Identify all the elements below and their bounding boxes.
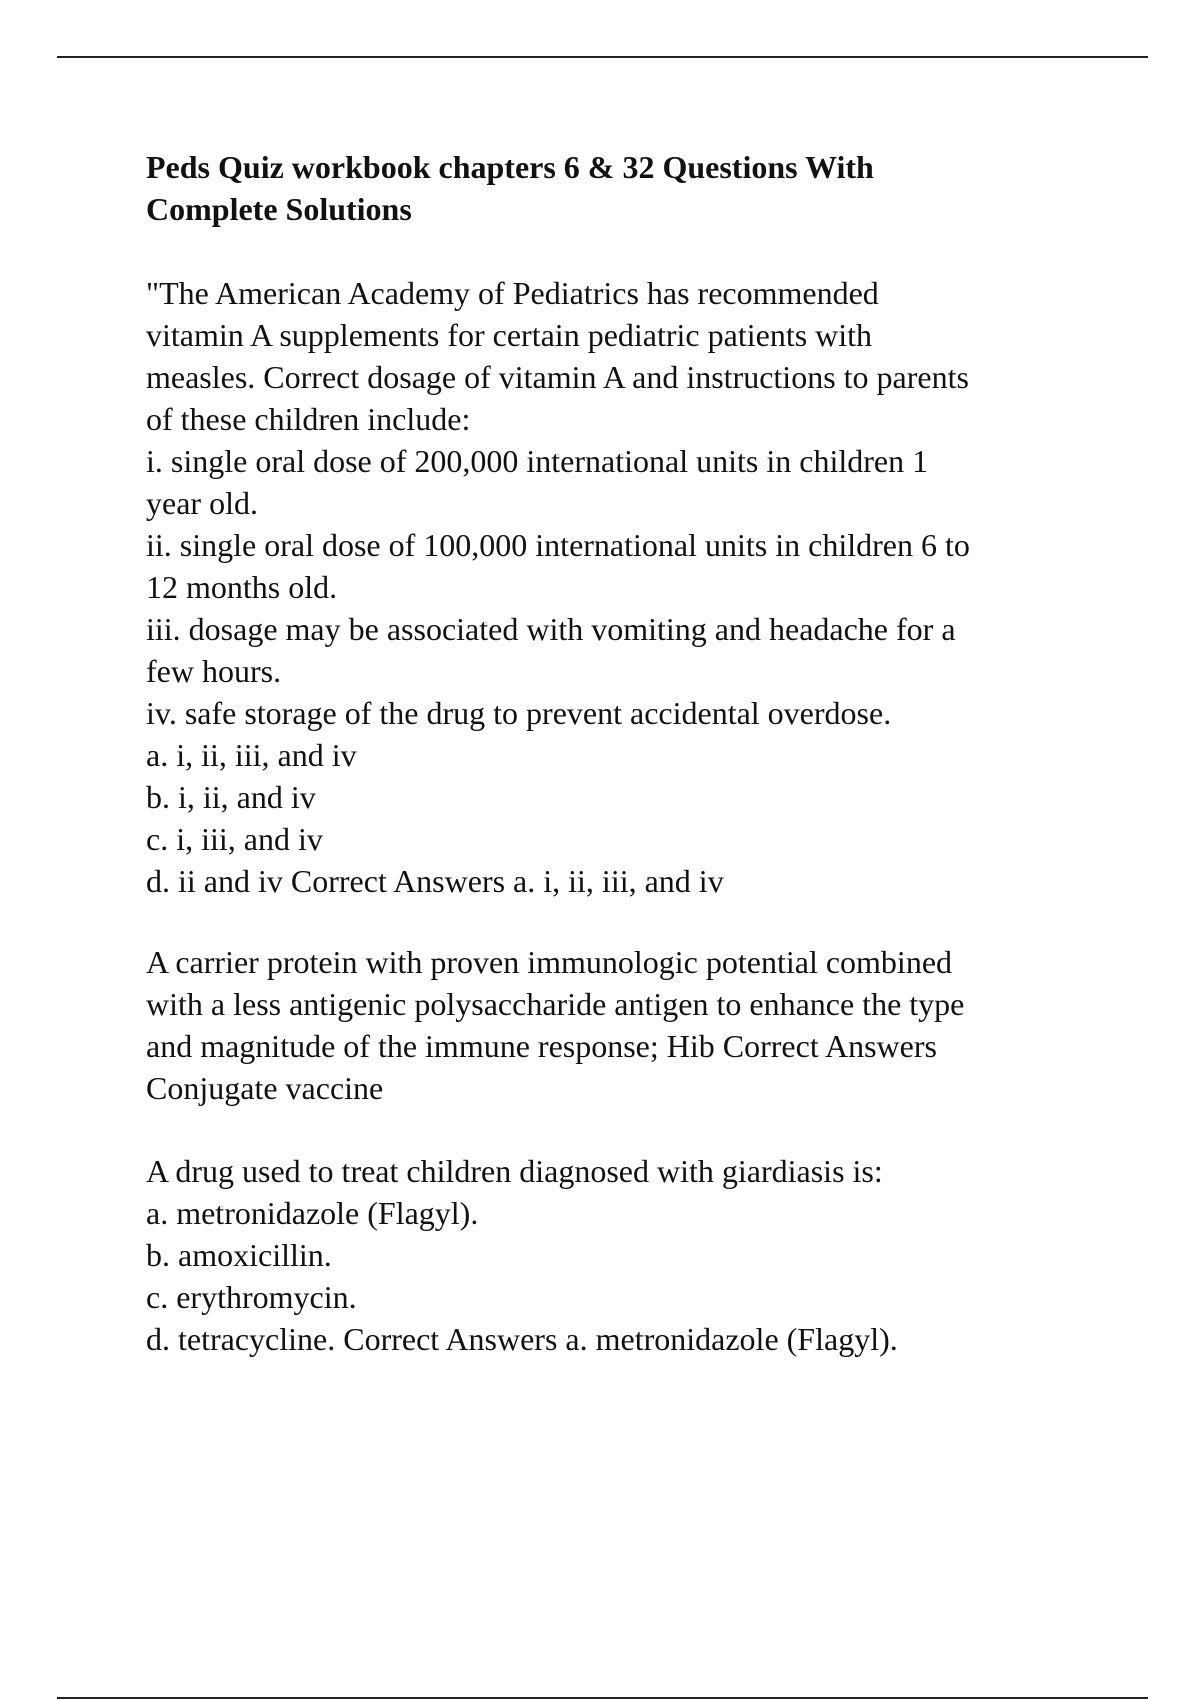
question-line: d. ii and iv Correct Answers a. i, ii, iii, and iv: [146, 863, 724, 899]
question-line: iii. dosage may be associated with vomiting and headache for a: [146, 611, 956, 647]
question-line: measles. Correct dosage of vitamin A and instructions to parents: [146, 359, 969, 395]
question-line: c. erythromycin.: [146, 1279, 357, 1315]
question-line: A drug used to treat children diagnosed with giardiasis is:: [146, 1153, 883, 1189]
question-3: [146, 1150, 898, 1360]
question-line: i. single oral dose of 200,000 international units in children 1: [146, 443, 929, 479]
question-line: b. amoxicillin.: [146, 1237, 332, 1273]
footer-rule: [57, 1697, 1148, 1699]
question-line: d. tetracycline. Correct Answers a. metronidazole (Flagyl).: [146, 1321, 898, 1357]
question-line: ii. single oral dose of 100,000 international units in children 6 to: [146, 527, 970, 563]
question-line: A carrier protein with proven immunologic potential combined: [146, 944, 953, 980]
document-title: [146, 146, 874, 230]
question-line: iv. safe storage of the drug to prevent accidental overdose.: [146, 695, 892, 731]
question-line: year old.: [146, 485, 258, 521]
question-line: few hours.: [146, 653, 282, 689]
question-line: and magnitude of the immune response; Hib Correct Answers: [146, 1028, 937, 1064]
title-line: Peds Quiz workbook chapters 6 & 32 Questions With: [146, 149, 874, 185]
title-line: Complete Solutions: [146, 191, 412, 227]
question-line: a. metronidazole (Flagyl).: [146, 1195, 479, 1231]
header-rule: [57, 56, 1148, 58]
question-line: c. i, iii, and iv: [146, 821, 323, 857]
question-line: 12 months old.: [146, 569, 338, 605]
question-2: [146, 941, 964, 1109]
question-line: "The American Academy of Pediatrics has recommended: [146, 275, 879, 311]
question-1: [146, 272, 970, 902]
question-line: a. i, ii, iii, and iv: [146, 737, 357, 773]
question-line: vitamin A supplements for certain pediatric patients with: [146, 317, 873, 353]
question-line: of these children include:: [146, 401, 471, 437]
question-line: Conjugate vaccine: [146, 1070, 384, 1106]
question-line: with a less antigenic polysaccharide antigen to enhance the type: [146, 986, 965, 1022]
question-line: b. i, ii, and iv: [146, 779, 316, 815]
